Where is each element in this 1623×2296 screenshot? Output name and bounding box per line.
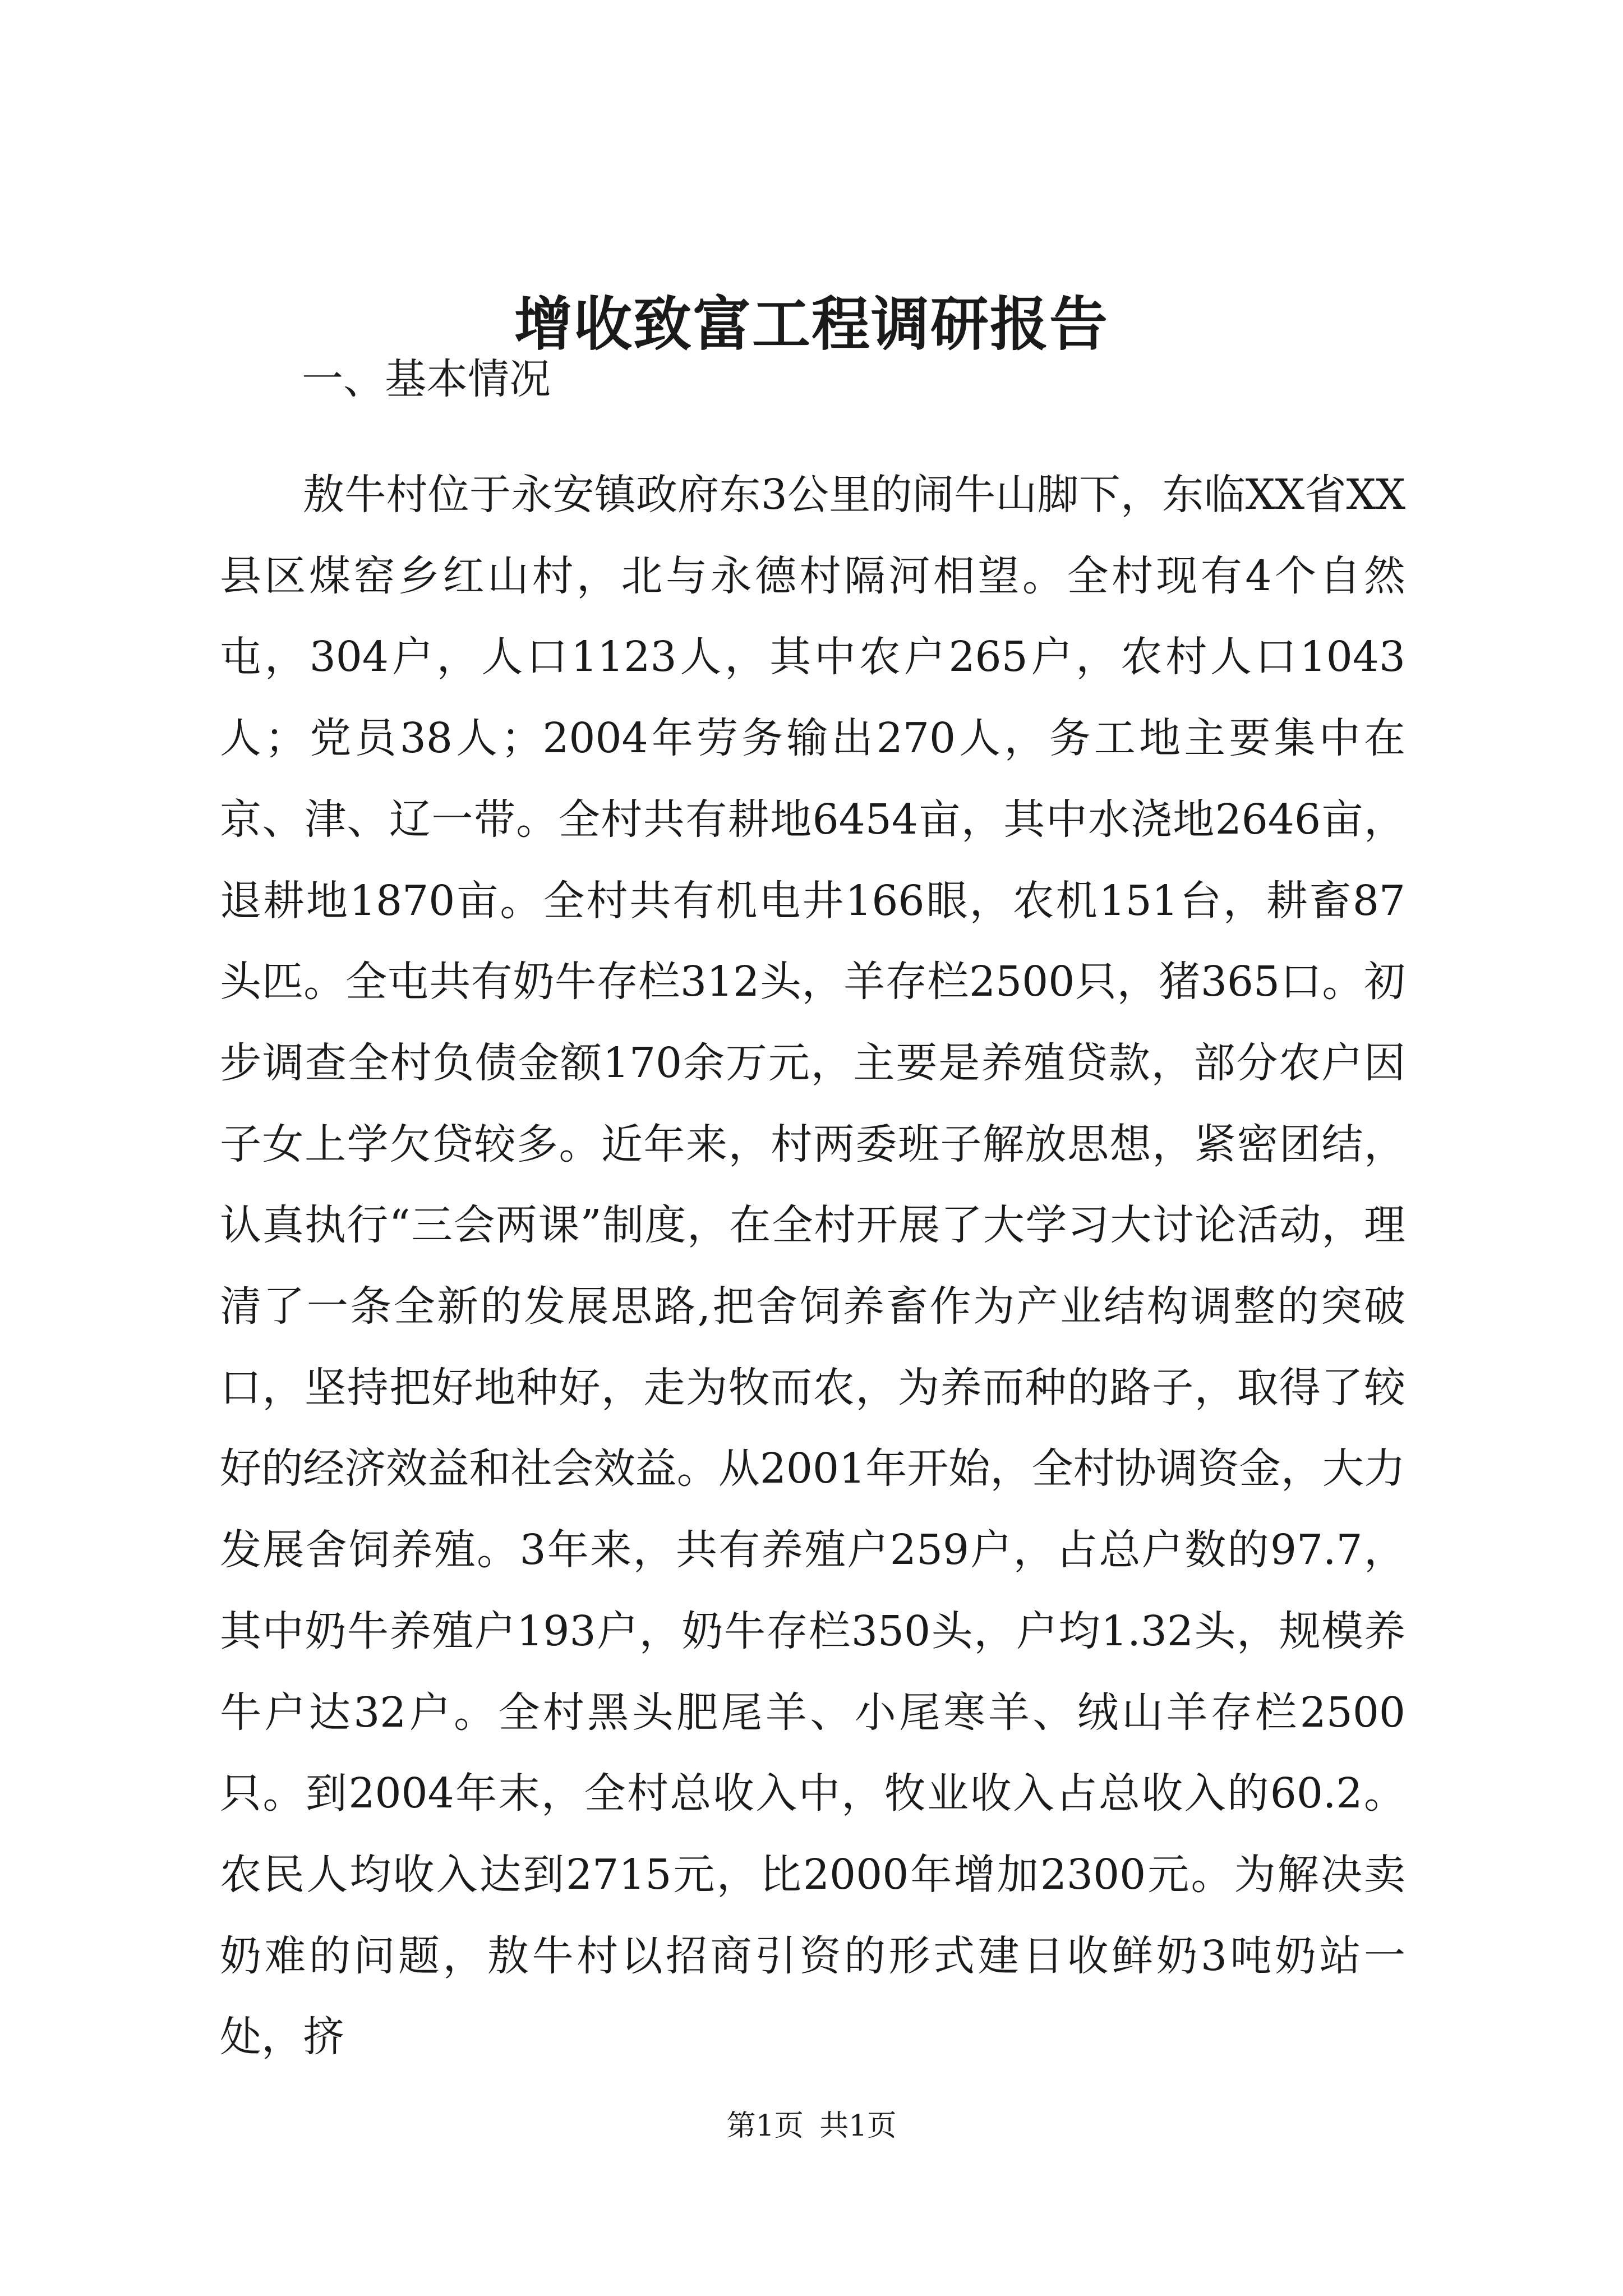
document-title: 增收致富工程调研报告 (514, 289, 1109, 358)
page-number: 第1页 (726, 2109, 804, 2143)
section-heading: 一、基本情况 (302, 355, 551, 403)
page-footer (0, 2106, 1623, 2146)
page-total: 共1页 (819, 2109, 897, 2143)
body-paragraph: 敖牛村位于永安镇政府东3公里的闹牛山脚下，东临XX省XX县区煤窑乡红山村，北与永德村隔河相望。全村现有4个自然屯，304户，人口1123人，其中农户265户，农村人口1043人；党员38人；2004年劳务输出270人，务工地主要集中在京、津、辽一带。全村共有耕地6454亩，其中水浇地2646亩，退耕地1870亩。全村共有机电井166眼，农机151台，耕畜87头匹。全屯共有奶牛存栏312头，羊存栏2500只，猪365口。初步调查全村负债金额170余万元，主要是养殖贷款，部分农户因子女上学欠贷较多。近年来，村两委班子解放思想，紧密团结，认真执行“三会两课”制度，在全村开展了大学习大讨论活动，理清了一条全新的发展思路,把舍饲养畜作为产业结构调整的突破口，坚持把好地种好，走为牧而农，为养而种的路子，取得了较好的经济效益和社会效益。从2001年开始，全村协调资金，大力发展舍饲养殖。3年来，共有养殖户259户，占总户数的97.7，其中奶牛养殖户193户，奶牛存栏350头，户均1.32头，规模养牛户达32户。全村黑头肥尾羊、小尾寒羊、绒山羊存栏2500只。到2004年末，全村总收入中，牧业收入占总收入的60.2。农民人均收入达到2715元，比2000年增加2300元。为解决卖奶难的问题，敖牛村以招商引资的形式建日收鲜奶3吨奶站一处，挤 (220, 471, 1405, 2062)
